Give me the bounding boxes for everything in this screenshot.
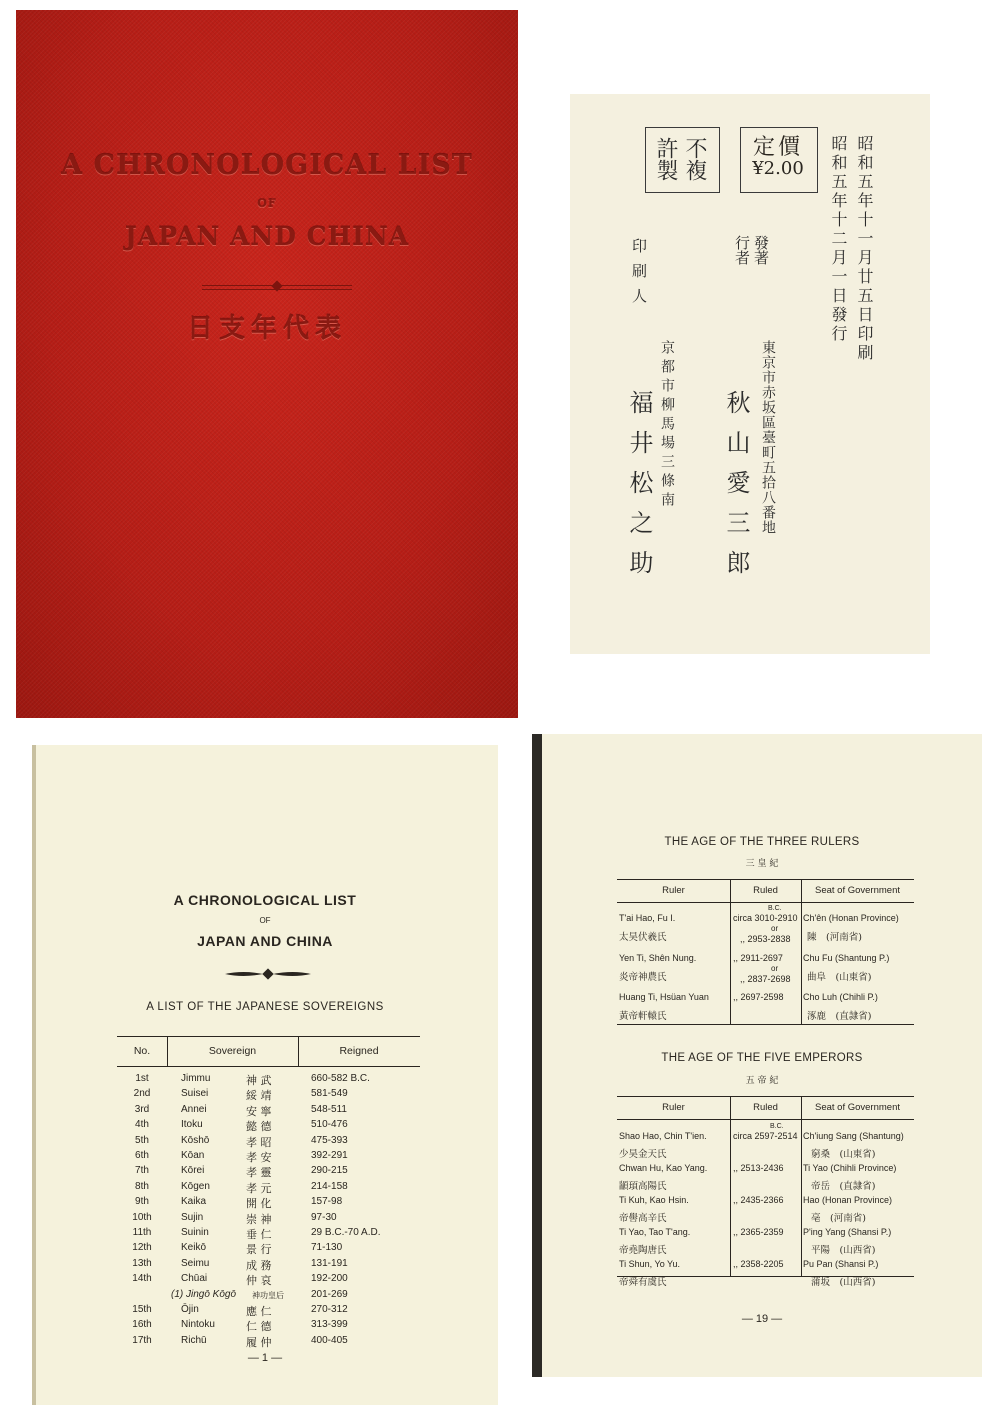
page1-section-title: A LIST OF THE JAPANESE SOVEREIGNS	[146, 1001, 384, 1013]
emperor-kanji: 帝堯陶唐氏	[619, 1245, 667, 1256]
sovereign-kanji: 履 仲	[246, 1335, 272, 1349]
page1-number: — 1 —	[247, 1352, 283, 1364]
ruler-or: or	[771, 964, 779, 973]
sovereign-number: 13th	[132, 1257, 152, 1269]
col-header-reigned: Reigned	[339, 1045, 379, 1057]
sovereign-name: Suisei	[181, 1088, 209, 1100]
ruler-kanji: 炎帝神農氏	[619, 972, 667, 983]
sovereign-kanji: 孝 安	[246, 1151, 272, 1164]
sovereign-kanji: 懿 德	[246, 1120, 272, 1134]
ruler-name: T'ai Hao, Fu I.	[619, 913, 676, 923]
emperor-kanji: 少昊金天氏	[619, 1149, 667, 1160]
book-cover	[16, 10, 518, 718]
sovereign-number: 2nd	[133, 1088, 151, 1100]
sovereign-number: 6th	[135, 1150, 149, 1161]
col-header-sovereign: Sovereign	[208, 1045, 257, 1057]
sovereign-reign: 29 B.C.-70 A.D.	[311, 1227, 381, 1238]
three-rulers-header-rule	[617, 902, 914, 903]
sovereign-reign: 131-191	[311, 1257, 348, 1269]
sovereign-number: 17th	[132, 1334, 152, 1346]
sovereign-number: 10th	[132, 1211, 152, 1223]
page1-title-line1: A CHRONOLOGICAL LIST	[173, 892, 357, 908]
emperor-seat: Ti Yao (Chihli Province)	[803, 1163, 897, 1173]
price-value: ¥2.00	[752, 158, 804, 179]
sovereign-reign: 510-476	[311, 1119, 348, 1131]
page1-ornament	[223, 968, 313, 980]
sovereign-kanji: 崇 神	[246, 1212, 272, 1226]
five-emperors-top-rule	[617, 1096, 914, 1097]
sovereign-number: 15th	[132, 1304, 152, 1315]
ruler-seat: Chu Fu (Shantung P.)	[803, 953, 890, 963]
emperor-seat: Pu Pan (Shansi P.)	[803, 1259, 879, 1269]
no-copy-line1: 不複	[682, 137, 707, 181]
emperor-name: Ti Kuh, Kao Hsin.	[619, 1195, 689, 1205]
ruler-seat-jp: 曲阜 (山東省)	[807, 972, 872, 983]
emperor-name: Ti Yao, Tao T'ang.	[619, 1227, 691, 1237]
sovereign-number: 1st	[135, 1073, 149, 1084]
sovereign-number: 12th	[132, 1242, 152, 1254]
five-emperors-header-ruled: Ruled	[753, 1102, 778, 1113]
emperor-name: Chwan Hu, Kao Yang.	[619, 1163, 708, 1173]
price-label: 定價	[752, 135, 803, 160]
five-emperors-jp: 五 帝 紀	[745, 1076, 779, 1086]
sovereign-kanji: 景 行	[246, 1243, 272, 1257]
sovereign-name: Kōan	[181, 1150, 205, 1161]
sovereign-kanji: 開 化	[246, 1197, 272, 1211]
ruler-seat-jp: 涿鹿 (直隷省)	[807, 1011, 872, 1022]
page1-title-line2: OF	[259, 916, 271, 925]
ruler-seat: Cho Luh (Chihli P.)	[803, 992, 878, 1002]
emperor-kanji: 帝舜有虞氏	[619, 1277, 667, 1288]
ruler-ruled-alt: ,, 2953-2838	[740, 934, 791, 944]
sovereign-kanji: 神功皇后	[252, 1290, 284, 1300]
sovereign-reign: 157-98	[311, 1196, 343, 1208]
printer-address: 京都市柳馬場三條南	[659, 340, 675, 511]
ruler-kanji: 太昊伏羲氏	[619, 932, 667, 943]
sovereign-number: 16th	[132, 1319, 152, 1331]
emperor-seat-jp: 蒲坂 (山西省)	[811, 1277, 876, 1288]
sovereign-reign: 475-393	[311, 1134, 348, 1146]
ruler-name: Yen Ti, Shên Nung.	[619, 953, 697, 963]
ruler-ruled: circa 3010-2910	[733, 913, 798, 923]
cover-subtitle-jp: 日支年代表	[186, 314, 347, 344]
emperor-seat-jp: 帝岳 (直隷省)	[811, 1181, 876, 1192]
sovereign-name: Itoku	[181, 1119, 203, 1131]
emperor-ruled: ,, 2513-2436	[733, 1163, 784, 1173]
three-rulers-col-sep-1	[730, 879, 731, 1024]
sovereign-number: 3rd	[134, 1103, 150, 1115]
author-label-a: 發著	[752, 235, 770, 265]
emperor-name: Ti Shun, Yo Yu.	[619, 1259, 681, 1269]
ruler-seat-jp: 陳 (河南省)	[807, 932, 862, 943]
sovereign-kanji: 安 寧	[246, 1104, 272, 1118]
five-emperors-title: THE AGE OF THE FIVE EMPERORS	[661, 1052, 863, 1064]
three-rulers-col-sep-2	[801, 879, 802, 1024]
emperor-kanji: 顓頊高陽氏	[619, 1181, 667, 1192]
emperor-ruled: ,, 2435-2366	[733, 1195, 784, 1205]
sovereign-kanji: 應 仁	[246, 1305, 272, 1318]
sovereign-kanji: 孝 昭	[246, 1135, 272, 1149]
ruler-or: or	[771, 924, 779, 933]
ruler-seat: Ch'ên (Honan Province)	[803, 913, 899, 923]
publisher-address: 東京市赤坂區臺町五拾八番地	[760, 340, 776, 535]
page1-title-line3: JAPAN AND CHINA	[197, 933, 333, 949]
emperor-seat: Hao (Honan Province)	[803, 1195, 893, 1205]
ruler-ruled: ,, 2697-2598	[733, 992, 784, 1002]
sovereign-number: 4th	[135, 1119, 149, 1131]
emperor-name: Shao Hao, Chin T'ien.	[619, 1131, 707, 1141]
emperor-seat: Ch'iung Sang (Shantung)	[803, 1131, 904, 1141]
sovereign-name: Seimu	[181, 1257, 210, 1269]
sovereign-reign: 290-215	[311, 1165, 348, 1177]
sovereign-reign: 392-291	[311, 1150, 348, 1161]
three-rulers-header-seat: Seat of Government	[814, 885, 901, 896]
sovereign-kanji: 綏 靖	[246, 1089, 272, 1103]
sovereign-name: Annei	[181, 1103, 207, 1115]
sovereign-kanji: 神 武	[246, 1074, 272, 1087]
three-rulers-jp: 三 皇 紀	[745, 859, 779, 869]
sovereign-reign: 97-30	[311, 1211, 337, 1223]
sovereign-kanji: 孝 元	[246, 1181, 272, 1195]
sovereign-kanji: 仁 德	[246, 1320, 272, 1334]
emperor-ruled: circa 2597-2514	[733, 1131, 798, 1141]
sovereign-name: (1) Jingō Kōgō	[171, 1288, 237, 1300]
sovereign-reign: 313-399	[311, 1319, 348, 1331]
sovereign-number: 14th	[132, 1273, 152, 1285]
sovereign-number: 11th	[132, 1227, 152, 1238]
sovereign-reign: 192-200	[311, 1273, 348, 1285]
cover-title-line1: A CHRONOLOGICAL LIST	[61, 150, 473, 181]
sovereign-kanji: 仲 哀	[246, 1274, 272, 1288]
five-emperors-col-sep-2	[801, 1096, 802, 1276]
col-header-no: No.	[133, 1045, 151, 1057]
printer-name: 福井松之助	[625, 390, 653, 590]
sovereign-name: Sujin	[181, 1211, 204, 1223]
emperor-seat-jp: 窮桑 (山東省)	[811, 1149, 876, 1160]
three-rulers-top-rule	[617, 879, 914, 880]
sovereign-name: Suinin	[181, 1227, 209, 1238]
table-top-rule	[117, 1036, 420, 1037]
date-issued: 昭和五年十二月一日發行	[829, 135, 848, 344]
ruler-kanji: 黃帝軒轅氏	[619, 1011, 667, 1022]
sovereign-reign: 201-269	[311, 1288, 348, 1300]
three-rulers-bottom-rule	[617, 1024, 914, 1025]
sovereign-number: 5th	[135, 1134, 149, 1146]
five-emperors-header-ruler: Ruler	[662, 1102, 685, 1113]
sovereign-name: Kaika	[181, 1196, 207, 1208]
cover-title-line2: OF	[257, 197, 277, 210]
table-header-rule	[117, 1066, 420, 1067]
publisher-name: 秋山愛三郎	[722, 390, 750, 590]
sovereign-reign: 581-549	[311, 1088, 348, 1100]
sovereign-name: Jimmu	[181, 1073, 211, 1084]
bc-label: B.C.	[768, 905, 782, 912]
sovereign-kanji: 垂 仁	[246, 1228, 272, 1241]
sovereign-name: Kōshō	[181, 1134, 210, 1146]
sovereign-name: Kōrei	[181, 1165, 205, 1177]
ruler-name: Huang Ti, Hsüan Yuan	[619, 992, 709, 1002]
emperor-seat: P'ing Yang (Shansi P.)	[803, 1227, 892, 1237]
sovereign-kanji: 孝 靈	[246, 1166, 272, 1180]
five-emperors-header-rule	[617, 1119, 914, 1120]
bc-label: B.C.	[770, 1123, 784, 1130]
sovereign-reign: 71-130	[311, 1242, 343, 1254]
sovereign-reign: 400-405	[311, 1334, 348, 1346]
no-copy-line2: 許製	[653, 137, 678, 181]
sovereign-name: Richū	[181, 1334, 207, 1346]
sovereign-name: Nintoku	[181, 1319, 215, 1331]
ruler-ruled: ,, 2911-2697	[733, 953, 783, 963]
sovereign-kanji: 成 務	[246, 1258, 272, 1272]
sovereign-reign: 548-511	[311, 1103, 347, 1115]
sovereign-reign: 214-158	[311, 1180, 348, 1192]
sovereign-number: 8th	[135, 1180, 149, 1192]
three-rulers-title: THE AGE OF THE THREE RULERS	[664, 836, 860, 848]
sovereign-number: 9th	[135, 1196, 149, 1208]
sovereign-name: Keikō	[181, 1242, 207, 1254]
five-emperors-header-seat: Seat of Government	[814, 1102, 901, 1113]
five-emperors-col-sep-1	[730, 1096, 731, 1276]
date-printed: 昭和五年十一月廿五日印刷	[855, 135, 874, 363]
emperor-kanji: 帝嚳高辛氏	[619, 1213, 667, 1224]
printer-label: 印刷人	[630, 238, 648, 313]
sovereign-name: Ōjin	[181, 1304, 199, 1315]
three-rulers-header-ruler: Ruler	[662, 885, 685, 896]
page19-number: — 19 —	[741, 1313, 783, 1325]
cover-title-line3: JAPAN AND CHINA	[124, 222, 410, 251]
author-label-b: 行者	[733, 235, 751, 265]
emperor-seat-jp: 亳 (河南省)	[811, 1213, 866, 1224]
emperor-ruled: ,, 2365-2359	[733, 1227, 784, 1237]
emperor-seat-jp: 平陽 (山西省)	[811, 1245, 876, 1256]
sovereign-number: 7th	[135, 1165, 149, 1177]
ruler-ruled-alt: ,, 2837-2698	[740, 974, 791, 984]
sovereign-name: Kōgen	[181, 1180, 210, 1192]
sovereign-reign: 270-312	[311, 1304, 348, 1315]
sovereign-name: Chūai	[181, 1273, 208, 1285]
three-rulers-header-ruled: Ruled	[753, 885, 778, 896]
emperor-ruled: ,, 2358-2205	[733, 1259, 784, 1269]
sovereign-reign: 660-582 B.C.	[311, 1073, 370, 1084]
